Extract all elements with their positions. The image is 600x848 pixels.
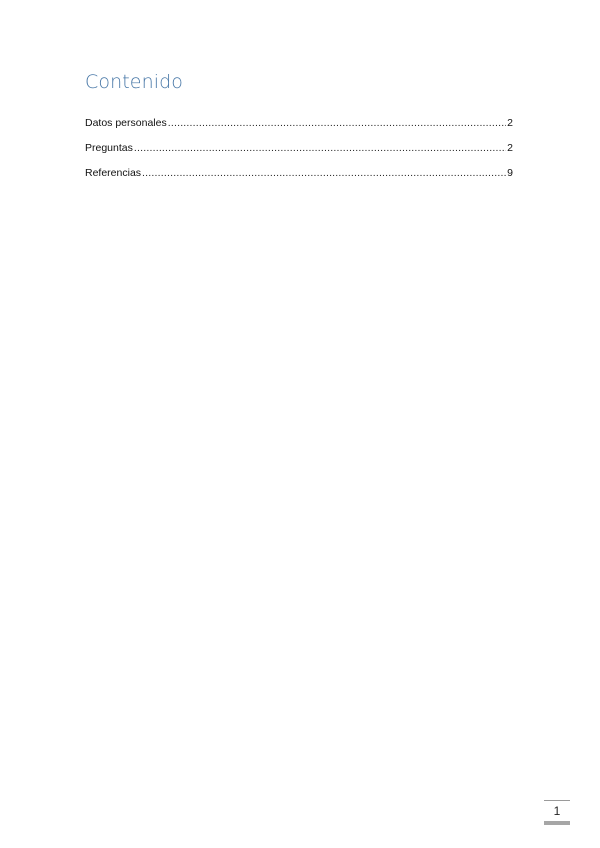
toc-entry-preguntas[interactable] xyxy=(85,142,513,167)
toc-list xyxy=(85,117,513,192)
toc-entry-page: 2 xyxy=(507,142,513,154)
toc-dot-leader xyxy=(142,167,506,179)
toc-entry-label: Preguntas xyxy=(85,142,133,154)
toc-entry-label: Datos personales xyxy=(85,117,167,129)
footer-bar xyxy=(544,821,570,825)
toc-entry-page: 2 xyxy=(507,117,513,129)
toc-heading: Contenido xyxy=(85,71,183,93)
page-number-footer xyxy=(544,800,570,826)
toc-dot-leader xyxy=(168,117,506,129)
toc-entry-referencias[interactable] xyxy=(85,167,513,192)
page-number: 1 xyxy=(553,804,561,818)
footer-rule xyxy=(544,800,570,801)
toc-entry-datos-personales[interactable] xyxy=(85,117,513,142)
toc-entry-page: 9 xyxy=(507,167,513,179)
toc-dot-leader xyxy=(134,142,506,154)
toc-entry-label: Referencias xyxy=(85,167,142,179)
